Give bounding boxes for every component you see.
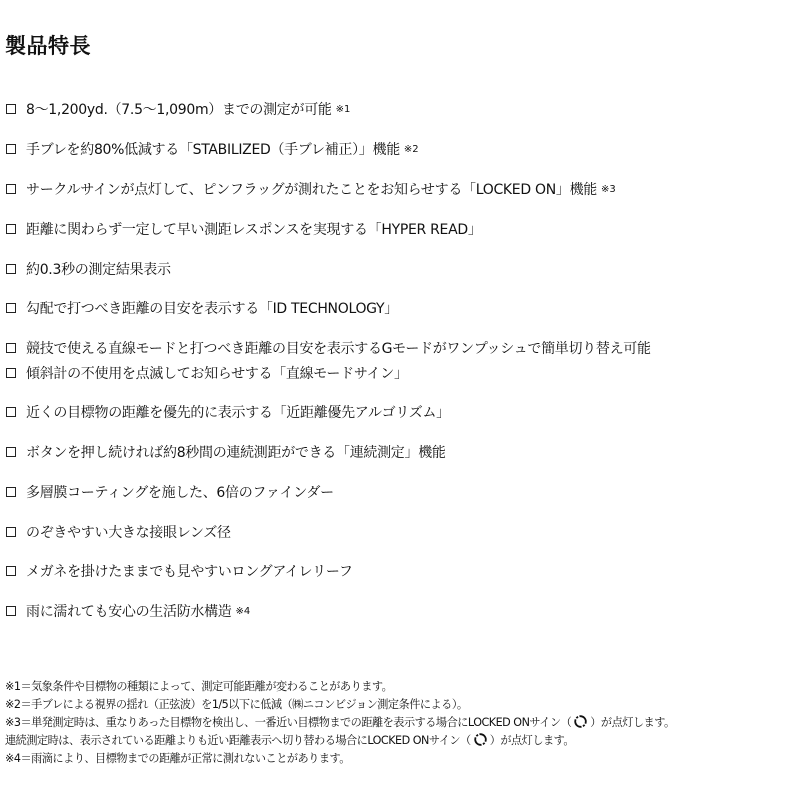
- footnote-3-text-before: ※3＝単発測定時は、重なりあった目標物を検出し、一番近い目標物までの距離を表示する場合にLOCKED ONサイン（: [5, 716, 572, 729]
- footnote-4: ※4＝雨滴により、目標物までの距離が正常に測れないことがあります。: [5, 752, 350, 765]
- feature-item: [6, 338, 651, 358]
- feature-item: [6, 99, 350, 119]
- feature-text: 8～1,200yd.（7.5～1,090m）までの測定が可能: [26, 102, 332, 118]
- locked-on-circle-icon: [474, 733, 487, 746]
- checkbox-icon: [6, 368, 16, 378]
- feature-item: [6, 298, 398, 318]
- footnote-3: [5, 714, 797, 732]
- footnote-3-text-after: ）が点灯します。: [590, 716, 675, 729]
- feature-text: ボタンを押し続ければ約8秒間の連続測距ができる「連続測定」機能: [26, 445, 446, 461]
- footnote-3b-text-after: ）が点灯します。: [489, 734, 575, 747]
- feature-item: [6, 482, 334, 502]
- note-ref: ※1: [335, 103, 351, 115]
- feature-item: [6, 259, 171, 279]
- feature-text: 距離に関わらず一定して早い測距レスポンスを実現する「HYPER READ」: [26, 222, 482, 238]
- feature-item: [6, 561, 353, 581]
- feature-text: 競技で使える直線モードと打つべき距離の目安を表示するGモードがワンプッシュで簡単切り替え可能: [26, 341, 651, 357]
- footnote-3-continued: [5, 732, 797, 750]
- feature-text: 雨に濡れても安心の生活防水構造: [26, 604, 232, 620]
- feature-text: 多層膜コーティングを施した、6倍のファインダー: [26, 485, 334, 501]
- checkbox-icon: [6, 144, 16, 154]
- locked-on-circle-icon: [574, 715, 587, 728]
- feature-text: 手ブレを約80%低減する「STABILIZED（手ブレ補正）」機能: [26, 142, 400, 158]
- footnote-1: ※1＝気象条件や目標物の種類によって、測定可能距離が変わることがあります。: [5, 680, 393, 693]
- feature-item: [6, 402, 450, 422]
- checkbox-icon: [6, 224, 16, 234]
- feature-item: [6, 442, 446, 462]
- feature-text: サークルサインが点灯して、ピンフラッグが測れたことをお知らせする「LOCKED ON」機能: [26, 182, 597, 198]
- feature-text: 近くの目標物の距離を優先的に表示する「近距離優先アルゴリズム」: [26, 405, 450, 421]
- checkbox-icon: [6, 447, 16, 457]
- checkbox-icon: [6, 264, 16, 274]
- checkbox-icon: [6, 566, 16, 576]
- checkbox-icon: [6, 527, 16, 537]
- checkbox-icon: [6, 487, 16, 497]
- feature-text: 勾配で打つべき距離の目安を表示する「ID TECHNOLOGY」: [26, 301, 398, 317]
- feature-text: のぞきやすい大きな接眼レンズ径: [26, 525, 231, 541]
- checkbox-icon: [6, 343, 16, 353]
- feature-text: 約0.3秒の測定結果表示: [26, 262, 171, 278]
- checkbox-icon: [6, 184, 16, 194]
- note-ref: ※3: [600, 183, 616, 195]
- checkbox-icon: [6, 407, 16, 417]
- page-title: 製品特長: [5, 34, 91, 58]
- note-ref: ※4: [235, 605, 251, 617]
- feature-text: 傾斜計の不使用を点滅してお知らせする「直線モードサイン」: [26, 366, 408, 382]
- feature-item: [6, 219, 482, 239]
- feature-item: [6, 601, 250, 621]
- checkbox-icon: [6, 606, 16, 616]
- footnote-2: ※2＝手ブレによる視界の揺れ（正弦波）を1/5以下に低減（㈱ニコンビジョン測定条件による）。: [5, 698, 468, 711]
- feature-text: メガネを掛けたままでも見やすいロングアイレリーフ: [26, 564, 353, 580]
- checkbox-icon: [6, 303, 16, 313]
- feature-item: [6, 139, 419, 159]
- note-ref: ※2: [403, 143, 419, 155]
- footnotes: [5, 678, 797, 768]
- footnote-3b-text-before: 連続測定時は、表示されている距離よりも近い距離表示へ切り替わる場合にLOCKED ONサイン（: [5, 734, 471, 747]
- checkbox-icon: [6, 104, 16, 114]
- feature-item: [6, 179, 616, 199]
- feature-item: [6, 522, 231, 542]
- feature-item: [6, 363, 408, 383]
